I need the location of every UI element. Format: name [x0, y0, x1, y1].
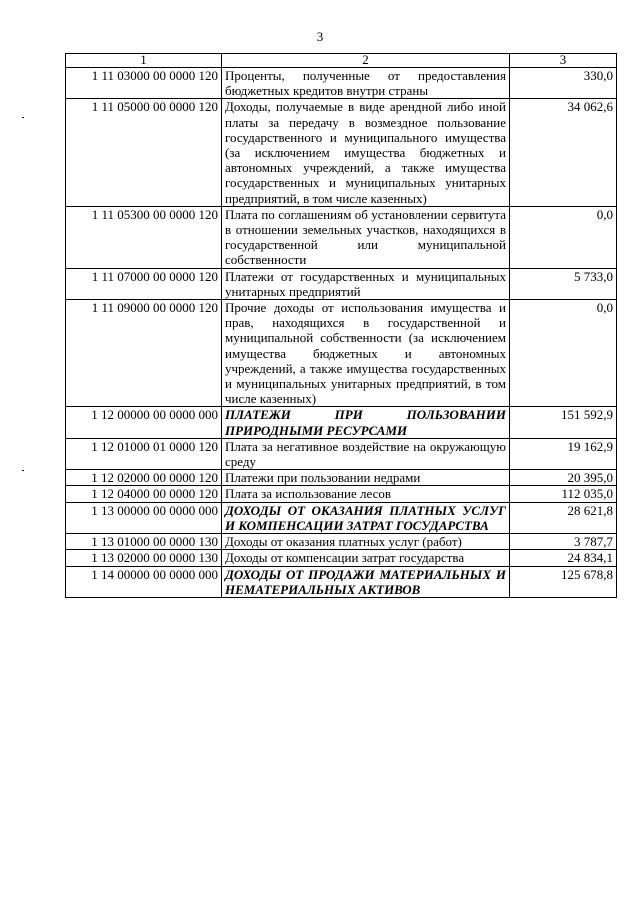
- row-code: 1 11 05300 00 0000 120: [66, 206, 222, 268]
- page-number: 3: [316, 29, 324, 44]
- row-amount: 20 395,0: [510, 470, 617, 486]
- row-code: 1 11 07000 00 0000 120: [66, 268, 222, 299]
- row-description: Плата за использование лесов: [222, 486, 510, 502]
- row-description: Доходы от оказания платных услуг (работ): [222, 534, 510, 550]
- row-code: 1 12 02000 00 0000 120: [66, 470, 222, 486]
- row-description: Платежи от государственных и муниципальных унитарных предприятий: [222, 268, 510, 299]
- table-row: [66, 68, 617, 99]
- table-row: [66, 206, 617, 268]
- row-amount: 19 162,9: [510, 438, 617, 469]
- row-description: Доходы от компенсации затрат государства: [222, 550, 510, 566]
- header-col-2: 2: [222, 54, 510, 68]
- margin-mark: [22, 470, 24, 471]
- row-amount: 5 733,0: [510, 268, 617, 299]
- table-header-row: [66, 54, 617, 68]
- table-row: [66, 470, 617, 486]
- row-code: 1 12 00000 00 0000 000: [66, 407, 222, 438]
- row-description: Платежи при пользовании недрами: [222, 470, 510, 486]
- row-description: Прочие доходы от использования имущества и прав, находящихся в государственной и муниципальной собственности (за исключением имущества бюджетных и автономных учреждений, а также имущества государственных и муниципальных унитарных предприятий, в том числе казенных): [222, 300, 510, 407]
- row-amount: 151 592,9: [510, 407, 617, 438]
- row-amount: 24 834,1: [510, 550, 617, 566]
- section-row: [66, 566, 617, 597]
- table-row: [66, 300, 617, 407]
- row-amount: 125 678,8: [510, 566, 617, 597]
- table-row: [66, 486, 617, 502]
- row-amount: 34 062,6: [510, 99, 617, 206]
- row-amount: 112 035,0: [510, 486, 617, 502]
- row-code: 1 11 03000 00 0000 120: [66, 68, 222, 99]
- table-row: [66, 268, 617, 299]
- row-amount: 28 621,8: [510, 502, 617, 533]
- table-row: [66, 534, 617, 550]
- section-title: ПЛАТЕЖИ ПРИ ПОЛЬЗОВАНИИ ПРИРОДНЫМИ РЕСУРСАМИ: [222, 407, 510, 438]
- section-title: ДОХОДЫ ОТ ОКАЗАНИЯ ПЛАТНЫХ УСЛУГ И КОМПЕНСАЦИИ ЗАТРАТ ГОСУДАРСТВА: [222, 502, 510, 533]
- row-amount: 0,0: [510, 300, 617, 407]
- section-title: ДОХОДЫ ОТ ПРОДАЖИ МАТЕРИАЛЬНЫХ И НЕМАТЕРИАЛЬНЫХ АКТИВОВ: [222, 566, 510, 597]
- table-row: [66, 99, 617, 206]
- row-code: 1 13 00000 00 0000 000: [66, 502, 222, 533]
- header-col-1: 1: [66, 54, 222, 68]
- row-description: Плата за негативное воздействие на окружающую среду: [222, 438, 510, 469]
- row-description: Доходы, получаемые в виде арендной либо иной платы за передачу в возмездное пользование государственного и муниципального имущества (за исключением имущества бюджетных и автономных учреждений, а также имущества государственных и муниципальных унитарных предприятий, в том числе казенных): [222, 99, 510, 206]
- revenue-table: [65, 53, 617, 598]
- row-code: 1 11 09000 00 0000 120: [66, 300, 222, 407]
- header-col-3: 3: [510, 54, 617, 68]
- table-row: [66, 550, 617, 566]
- row-code: 1 12 01000 01 0000 120: [66, 438, 222, 469]
- section-row: [66, 407, 617, 438]
- row-code: 1 13 02000 00 0000 130: [66, 550, 222, 566]
- row-code: 1 13 01000 00 0000 130: [66, 534, 222, 550]
- row-code: 1 14 00000 00 0000 000: [66, 566, 222, 597]
- margin-mark: [22, 117, 24, 118]
- row-code: 1 12 04000 00 0000 120: [66, 486, 222, 502]
- row-code: 1 11 05000 00 0000 120: [66, 99, 222, 206]
- row-amount: 330,0: [510, 68, 617, 99]
- row-amount: 3 787,7: [510, 534, 617, 550]
- table-row: [66, 438, 617, 469]
- row-description: Плата по соглашениям об установлении сервитута в отношении земельных участков, находящихся в государственной или муниципальной собственности: [222, 206, 510, 268]
- row-amount: 0,0: [510, 206, 617, 268]
- row-description: Проценты, полученные от предоставления бюджетных кредитов внутри страны: [222, 68, 510, 99]
- section-row: [66, 502, 617, 533]
